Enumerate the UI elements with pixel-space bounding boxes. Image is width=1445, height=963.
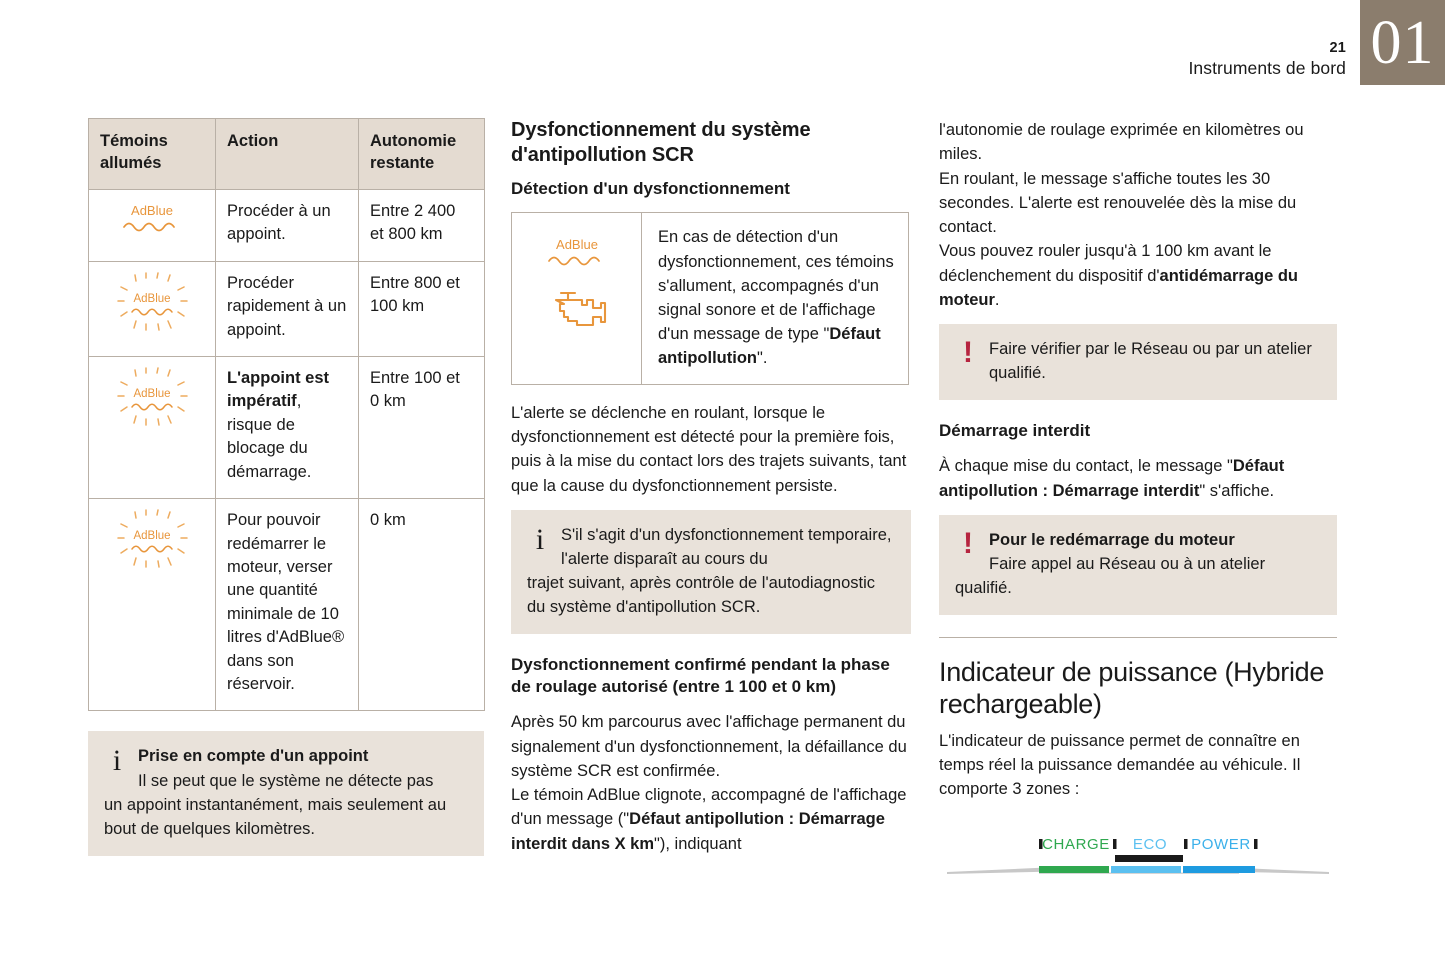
table-row xyxy=(89,499,485,711)
adblue-warning-light-icon xyxy=(539,235,615,274)
info-icon: i xyxy=(112,744,122,778)
svg-text:AdBlue: AdBlue xyxy=(133,387,171,400)
info-icon: i xyxy=(535,522,545,556)
paragraph-alerte: L'alerte se déclenche en roulant, lorsque le dysfonctionnement est détecté pour la première fois, puis à la mise du contact lors des trajets suivants, tant que la cause du dysfonctionnement persiste. xyxy=(511,403,907,495)
detection-info-box xyxy=(511,212,909,384)
detection-icons xyxy=(512,213,642,383)
svg-text:AdBlue: AdBlue xyxy=(133,292,171,305)
paragraph-mise-contact: À chaque mise du contact, le message "Défaut antipollution : Démarrage interdit" s'affiche. xyxy=(939,457,1285,500)
chapter-number: 01 xyxy=(1370,8,1435,77)
subheading-demarrage-interdit: Démarrage interdit xyxy=(939,421,1091,441)
warning-box-redemarrage xyxy=(939,515,1337,615)
detection-text-part1: En cas de détection d'un dysfonctionnement, ces témoins s'allument, accompagnés d'un signal sonore et de l'affichage d'un message de type " xyxy=(658,228,894,343)
info-box-continuation: un appoint instantanément, mais seulement au bout de quelques kilomètres. xyxy=(104,795,447,838)
detection-text-part2: ". xyxy=(756,348,768,367)
svg-text:AdBlue: AdBlue xyxy=(133,530,171,543)
adblue-warning-light-flashing-icon xyxy=(106,367,198,429)
warning-box-verifier xyxy=(939,324,1337,400)
column-header-action: Action xyxy=(216,119,359,190)
subheading-detection: Détection d'un dysfonctionnement xyxy=(511,179,790,199)
info-box-text: Il se peut que le système ne détecte pas xyxy=(138,771,434,790)
table-header-row xyxy=(89,119,485,190)
warning-box-continuation: qualifié. xyxy=(955,578,1012,597)
info-box-text: S'il s'agit d'un dysfonctionnement temporaire, l'alerte disparaît au cours du xyxy=(561,525,892,569)
table-cell-range: Entre 100 et 0 km xyxy=(359,356,485,498)
section-title: Instruments de bord xyxy=(1188,57,1346,78)
chapter-tab xyxy=(1360,0,1445,85)
paragraph-antidemarrage: Vous pouvez rouler jusqu'à 1 100 km avant le déclenchement du dispositif d'antidémarrage du moteur. xyxy=(939,242,1299,309)
info-box-continuation: trajet suivant, après contrôle de l'autodiagnostic du système d'antipollution SCR. xyxy=(527,574,876,617)
column-header-autonomie: Autonomie restante xyxy=(359,119,485,190)
adblue-warning-light-flashing-icon xyxy=(106,509,198,571)
detection-text-bold: Défaut antipollution xyxy=(658,324,881,367)
warning-box-text: Faire vérifier par le Réseau ou par un atelier qualifié. xyxy=(989,340,1312,383)
column-middle xyxy=(511,118,911,856)
adblue-icon-cell xyxy=(89,356,216,498)
adblue-warning-light-icon xyxy=(114,200,190,236)
page-header xyxy=(1188,0,1445,85)
section-heading-indicateur-puissance: Indicateur de puissance (Hybride rechargeable) xyxy=(939,656,1325,720)
paragraph-indicateur: L'indicateur de puissance permet de connaître en temps réel la puissance demandée au véhicule. Il comporte 3 zones : xyxy=(939,731,1301,799)
header-text-block xyxy=(1188,0,1360,79)
adblue-table xyxy=(88,118,485,711)
column-header-temoins: Témoins allumés xyxy=(89,119,216,190)
table-cell-action: L'appoint est impératif, risque de blocage du démarrage. xyxy=(216,356,359,498)
paragraph-roulant: En roulant, le message s'affiche toutes les 30 secondes. L'alerte est renouvelée dès la mise du contact. xyxy=(939,169,1297,236)
adblue-icon-cell xyxy=(89,261,216,356)
warning-icon: ! xyxy=(963,336,973,369)
paragraph-temoin-clignote: Le témoin AdBlue clignote, accompagné de l'affichage d'un message ("Défaut antipollution : Démarrage interdit dans X km"), indiquant xyxy=(511,786,907,853)
adblue-icon-cell xyxy=(89,189,216,261)
svg-text:ECO: ECO xyxy=(1132,835,1168,853)
svg-text:CHARGE: CHARGE xyxy=(1042,835,1110,853)
svg-text:POWER: POWER xyxy=(1191,835,1251,853)
detection-text xyxy=(642,213,908,383)
warning-box-title: Pour le redémarrage du moteur xyxy=(989,530,1235,549)
table-row xyxy=(89,261,485,356)
engine-check-icon xyxy=(547,288,607,339)
adblue-warning-light-flashing-icon xyxy=(106,272,198,334)
subheading-dysfonctionnement-confirme: Dysfonctionnement confirmé pendant la phase de roulage autorisé (entre 1 100 et 0 km) xyxy=(511,655,890,697)
table-row xyxy=(89,189,485,261)
page-number: 21 xyxy=(1329,40,1346,56)
table-cell-action: Procéder rapidement à un appoint. xyxy=(216,261,359,356)
warning-icon: ! xyxy=(963,526,973,560)
power-gauge-figure xyxy=(939,822,1337,889)
table-cell-action: Pour pouvoir redémarrer le moteur, verser une quantité minimale de 10 litres d'AdBlue® dans son réservoir. xyxy=(216,499,359,711)
section-divider xyxy=(939,637,1337,638)
svg-text:AdBlue: AdBlue xyxy=(555,237,598,253)
heading-dysfonctionnement-scr: Dysfonctionnement du système d'antipollution SCR xyxy=(511,119,811,167)
svg-text:AdBlue: AdBlue xyxy=(131,202,173,218)
table-cell-action: Procéder à un appoint. xyxy=(216,189,359,261)
info-box-temporaire xyxy=(511,510,911,634)
adblue-icon-cell xyxy=(89,499,216,711)
table-cell-range: Entre 2 400 et 800 km xyxy=(359,189,485,261)
table-cell-range: 0 km xyxy=(359,499,485,711)
column-right xyxy=(939,118,1337,889)
table-cell-range: Entre 800 et 100 km xyxy=(359,261,485,356)
warning-box-text: Faire appel au Réseau ou à un atelier xyxy=(989,554,1266,573)
column-left xyxy=(88,118,484,856)
paragraph-autonomie: l'autonomie de roulage exprimée en kilomètres ou miles. xyxy=(939,121,1304,164)
table-row xyxy=(89,356,485,498)
info-box-appoint xyxy=(88,731,484,855)
paragraph-50km: Après 50 km parcourus avec l'affichage permanent du signalement d'un dysfonctionnement, la défaillance du système SCR est confirmée. xyxy=(511,713,907,780)
info-box-title: Prise en compte d'un appoint xyxy=(138,747,369,766)
